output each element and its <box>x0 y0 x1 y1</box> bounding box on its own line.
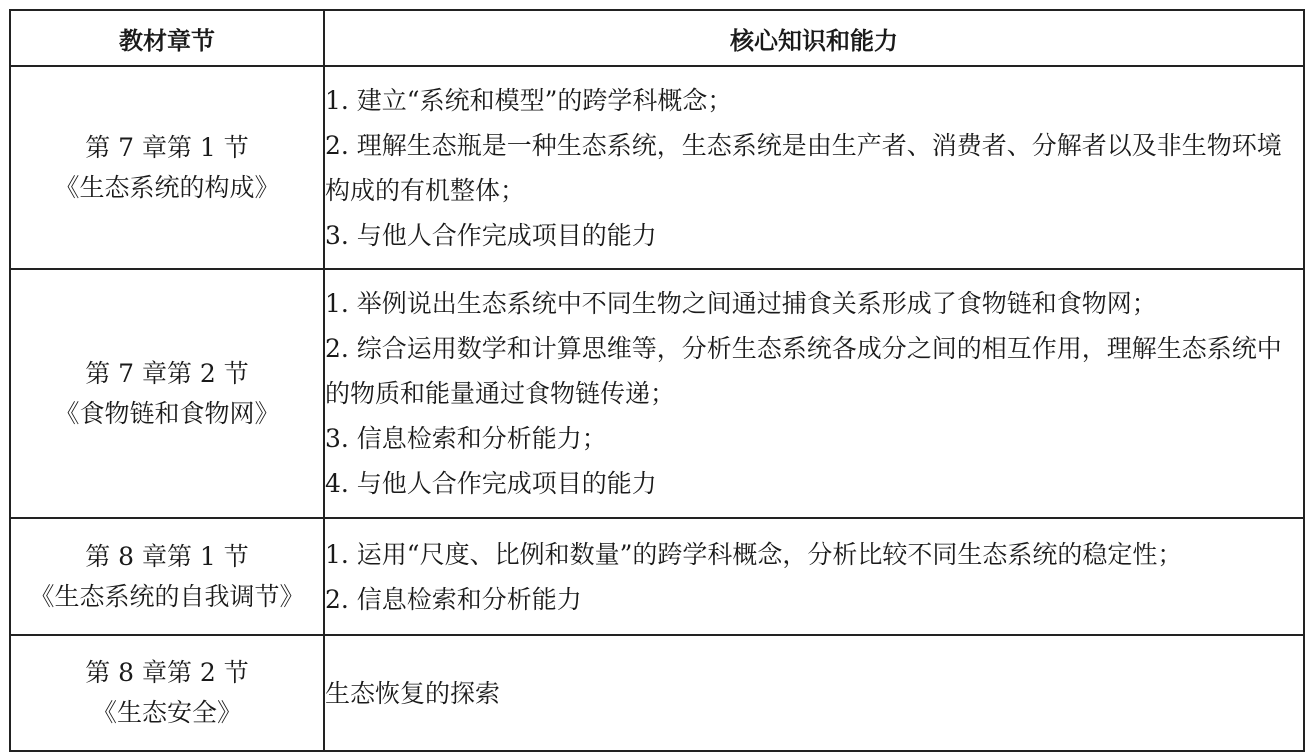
chapter-number: 第 8 章第 2 节 <box>85 658 249 687</box>
chapter-number: 第 8 章第 1 节 <box>85 541 249 571</box>
chapter-number: 第 7 章第 1 节 <box>85 132 249 162</box>
table-row <box>10 635 1304 751</box>
content-item: 2. 综合运用数学和计算思维等，分析生态系统各成分之间的相互作用，理解生态系统中的物质和能量通过食物链传递； <box>325 334 1282 408</box>
content-cell <box>324 518 1304 635</box>
content-cell <box>324 269 1304 518</box>
content-item: 2. 理解生态瓶是一种生态系统，生态系统是由生产者、消费者、分解者以及非生物环境构成的有机整体； <box>325 130 1282 205</box>
header-content: 核心知识和能力 <box>324 10 1304 66</box>
table-row <box>10 66 1304 269</box>
chapter-title: 《生态系统的构成》 <box>54 172 280 202</box>
content-item: 2. 信息检索和分析能力 <box>325 584 582 614</box>
content-item: 1. 运用“尺度、比例和数量”的跨学科概念，分析比较不同生态系统的稳定性； <box>325 539 1183 569</box>
chapter-cell <box>10 518 324 635</box>
header-row <box>10 10 1304 66</box>
content-cell <box>324 635 1304 751</box>
chapter-cell <box>10 66 324 269</box>
content-item: 生态恢复的探索 <box>325 678 501 708</box>
content-item: 3. 与他人合作完成项目的能力 <box>325 220 657 250</box>
content-cell <box>324 66 1304 269</box>
table-row <box>10 269 1304 518</box>
chapter-number: 第 7 章第 2 节 <box>85 358 249 388</box>
curriculum-table <box>9 9 1305 752</box>
chapter-title: 《食物链和食物网》 <box>54 398 280 428</box>
content-item: 3. 信息检索和分析能力； <box>325 424 607 453</box>
chapter-title: 《生态系统的自我调节》 <box>29 581 305 611</box>
content-item: 4. 与他人合作完成项目的能力 <box>325 469 657 498</box>
chapter-cell <box>10 635 324 751</box>
header-chapter: 教材章节 <box>10 10 324 66</box>
table-row <box>10 518 1304 635</box>
content-item: 1. 举例说出生态系统中不同生物之间通过捕食关系形成了食物链和食物网； <box>325 289 1157 318</box>
content-item: 1. 建立“系统和模型”的跨学科概念； <box>325 85 733 115</box>
chapter-title: 《生态安全》 <box>91 698 242 727</box>
chapter-cell <box>10 269 324 518</box>
